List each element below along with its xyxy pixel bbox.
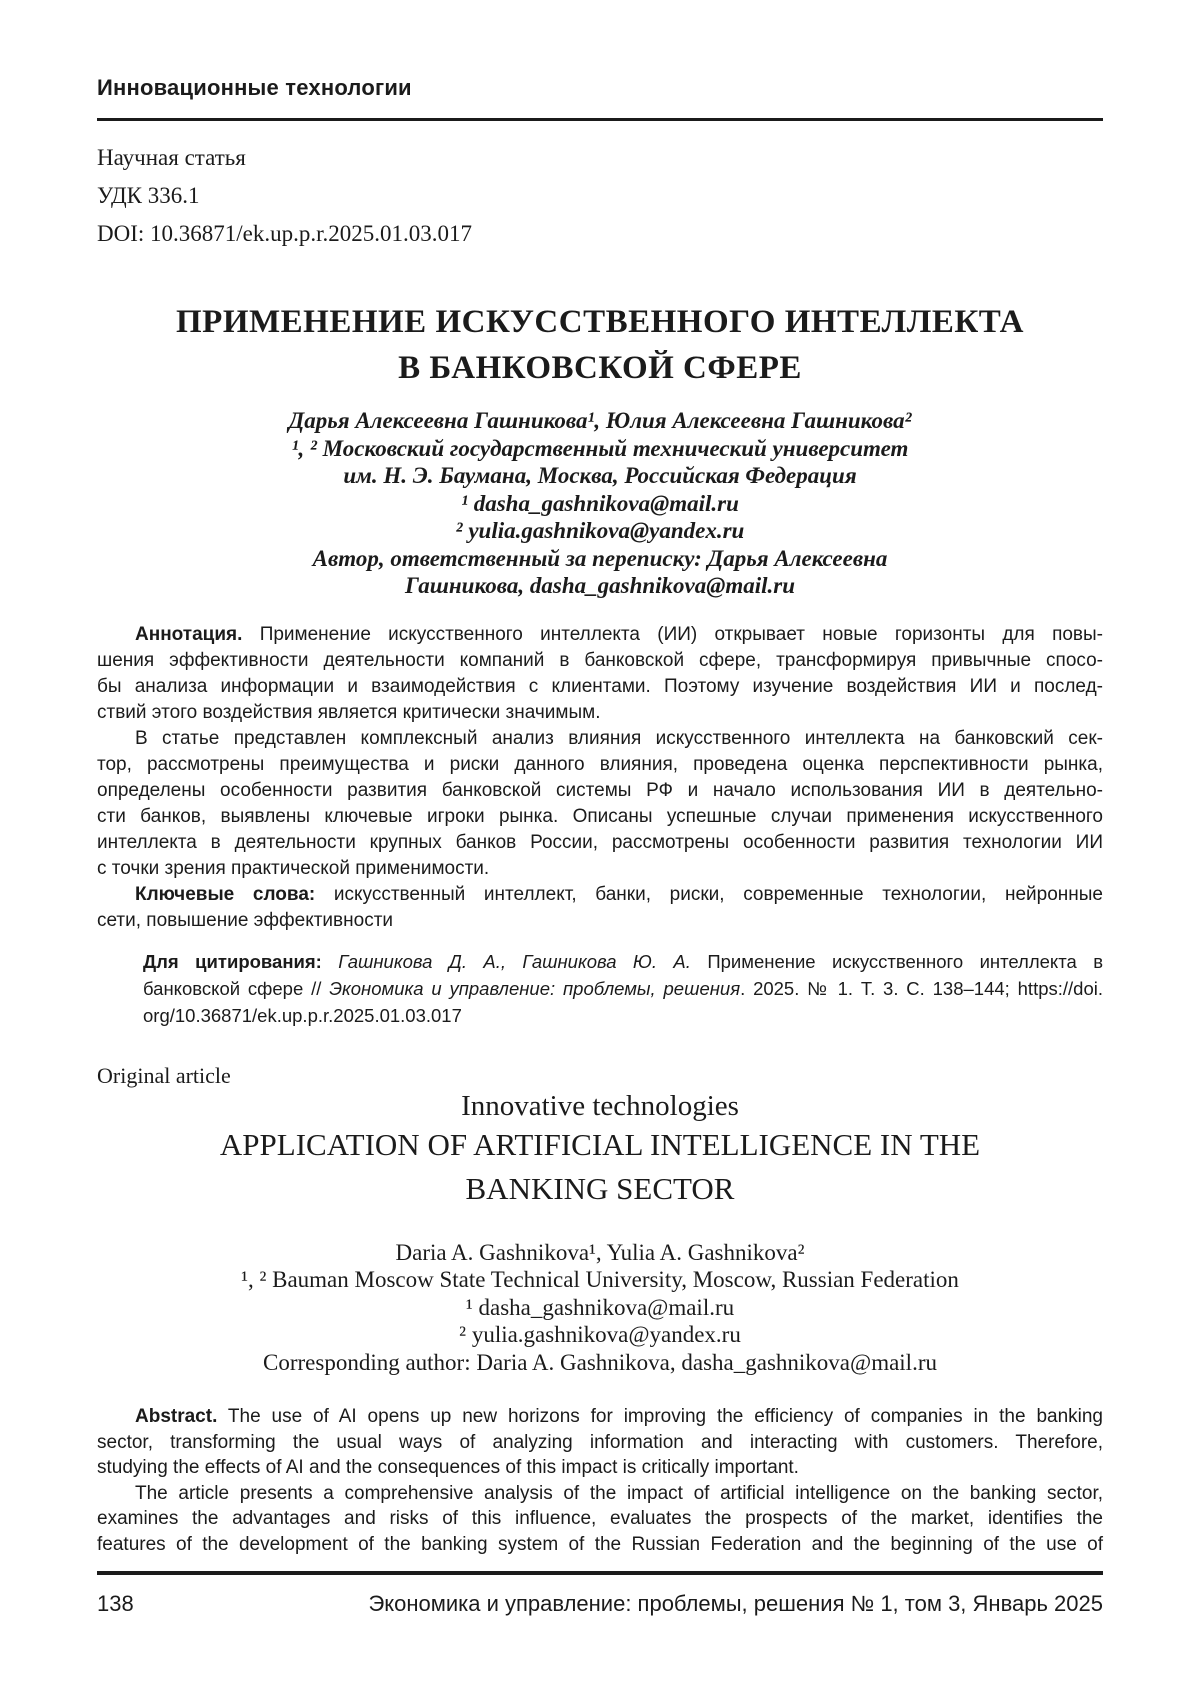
authors-block-en: [97, 1239, 1103, 1377]
citation-ru-line2: [143, 975, 1103, 1002]
section-title-en: Innovative technologies: [461, 1089, 739, 1122]
doi-line: DOI: 10.36871/ek.up.p.r.2025.01.03.017: [97, 221, 473, 246]
authors-ru-email-1: ¹ dasha_gashnikova@mail.ru: [461, 490, 739, 516]
abstract-en-p2-line2: examines the advantages and risks of this influence, evaluates the prospects of the market, identifies the: [97, 1508, 1103, 1529]
abstract-ru-p2-line1: В статье представлен комплексный анализ влияния искусственного интеллекта на банковский сек-: [135, 727, 1103, 749]
citation-ru-authors: Гашникова Д. А., Гашникова Ю. А.: [338, 950, 691, 972]
article-title-ru-line1: ПРИМЕНЕНИЕ ИСКУССТВЕННОГО ИНТЕЛЛЕКТА: [176, 304, 1024, 340]
abstract-en-p1-line2: sector, transforming the usual ways of analyzing information and interacting with customers. Therefore,: [97, 1431, 1103, 1453]
authors-en-names: Daria A. Gashnikova¹, Yulia A. Gashnikova²: [395, 1239, 805, 1265]
citation-ru-line2-pre: банковской сфере //: [143, 977, 322, 999]
authors-en-email-1: ¹ dasha_gashnikova@mail.ru: [465, 1294, 735, 1320]
page-footer: [97, 1591, 1103, 1617]
abstract-ru-p1-line3: бы анализа информации и взаимодействия с клиентами. Поэтому изучение воздействия ИИ и послед-: [97, 675, 1103, 697]
article-title-en-line2: BANKING SECTOR: [465, 1170, 735, 1206]
keywords-ru-label: Ключевые слова:: [135, 883, 316, 905]
abstract-en-p1-line1-text: The use of AI opens up new horizons for improving the efficiency of companies in the banking: [227, 1406, 1104, 1427]
article-title-en: [97, 1123, 1103, 1211]
citation-ru-line2-post: . 2025. № 1. Т. 3. С. 138–144; https://doi.: [740, 977, 1103, 999]
journal-section-header: Инновационные технологии: [97, 75, 412, 100]
abstract-ru-p1-line4: ствий этого воздействия является критически значимым.: [97, 701, 601, 723]
keywords-ru: [97, 882, 1103, 934]
article-type: Научная статья: [97, 145, 246, 170]
authors-ru-corresponding-line2: Гашникова, dasha_gashnikova@mail.ru: [404, 573, 796, 598]
citation-ru-line3: org/10.36871/ek.up.p.r.2025.01.03.017: [143, 1004, 462, 1026]
abstract-en-p2-line3: features of the development of the banking system of the Russian Federation and the beginning of the use of: [97, 1533, 1103, 1555]
original-article-label: Original article: [97, 1062, 231, 1088]
page-number: 138: [97, 1591, 134, 1616]
article-title-ru-line2: В БАНКОВСКОЙ СФЕРЕ: [398, 350, 802, 386]
abstract-en-p1-line3: studying the effects of AI and the consequences of this impact is critically important.: [97, 1457, 799, 1478]
abstract-ru-p1-line1-text: Применение искусственного интеллекта (ИИ) открывает новые горизонты для повы-: [259, 623, 1104, 645]
keywords-ru-line2: сети, повышение эффективности: [97, 909, 394, 931]
footer-divider: [97, 1571, 1103, 1575]
abstract-ru: [97, 622, 1103, 882]
header-divider: [97, 118, 1103, 121]
authors-en-corresponding: Corresponding author: Daria A. Gashnikova, dasha_gashnikova@mail.ru: [263, 1349, 937, 1375]
authors-ru-affiliation-line2: им. Н. Э. Баумана, Москва, Российская Федерация: [343, 463, 857, 488]
abstract-ru-p1-line1: [97, 622, 1103, 648]
page-content: [97, 0, 1103, 1617]
abstract-en: [97, 1404, 1103, 1557]
authors-block-ru: [97, 407, 1103, 600]
article-title-en-line1: APPLICATION OF ARTIFICIAL INTELLIGENCE IN THE: [219, 1126, 981, 1162]
keywords-ru-line1: [97, 882, 1103, 908]
citation-ru-label: Для цитирования:: [143, 950, 322, 972]
abstract-ru-p2-line5: интеллекта в деятельности крупных банков России, рассмотрены особенности развития технологии ИИ: [97, 831, 1103, 853]
abstract-ru-p2-line3: определены особенности развития банковской системы РФ и начало использования ИИ в деятельно-: [97, 779, 1103, 801]
abstract-ru-p2-line6: с точки зрения практической применимости.: [97, 857, 490, 879]
authors-en-affiliation: ¹, ² Bauman Moscow State Technical University, Moscow, Russian Federation: [241, 1267, 959, 1292]
citation-ru-line1-text: Применение искусственного интеллекта в: [707, 950, 1104, 972]
authors-ru-names: Дарья Алексеевна Гашникова¹, Юлия Алексеевна Гашникова²: [288, 408, 912, 433]
abstract-ru-label: Аннотация.: [135, 623, 243, 645]
article-meta: [97, 139, 1103, 253]
citation-ru-journal: Экономика и управление: проблемы, решения: [329, 977, 741, 999]
keywords-ru-line1-text: искусственный интеллект, банки, риски, современные технологии, нейронные: [333, 883, 1104, 905]
authors-ru-affiliation-line1: ¹, ² Московский государственный технический университет: [291, 435, 909, 461]
citation-ru: [143, 948, 1103, 1029]
article-title-ru: [97, 299, 1103, 391]
abstract-en-p2-line1: The article presents a comprehensive analysis of the impact of artificial intelligence on the banking sector,: [135, 1482, 1103, 1504]
journal-footer-line: Экономика и управление: проблемы, решения № 1, том 3, Январь 2025: [368, 1591, 1103, 1616]
authors-ru-corresponding-line1: Автор, ответственный за переписку: Дарья Алексеевна: [312, 545, 888, 571]
abstract-ru-p2-line4: сти банков, выявлены ключевые игроки рынка. Описаны успешные случаи применения искусственного: [97, 805, 1103, 827]
authors-en-email-2: ² yulia.gashnikova@yandex.ru: [459, 1322, 741, 1347]
abstract-en-p1-line1: [97, 1404, 1103, 1430]
abstract-ru-p2-line2: тор, рассмотрены преимущества и риски данного влияния, проведена оценка перспективности рынка,: [97, 753, 1103, 775]
citation-ru-line1: [143, 948, 1103, 975]
abstract-en-label: Abstract.: [135, 1406, 218, 1427]
udc-code: УДК 336.1: [97, 183, 200, 208]
authors-ru-email-2: ² yulia.gashnikova@yandex.ru: [455, 518, 745, 543]
abstract-ru-p1-line2: шения эффективности деятельности компаний в банковской сфере, трансформируя привычные спосо-: [97, 649, 1103, 671]
